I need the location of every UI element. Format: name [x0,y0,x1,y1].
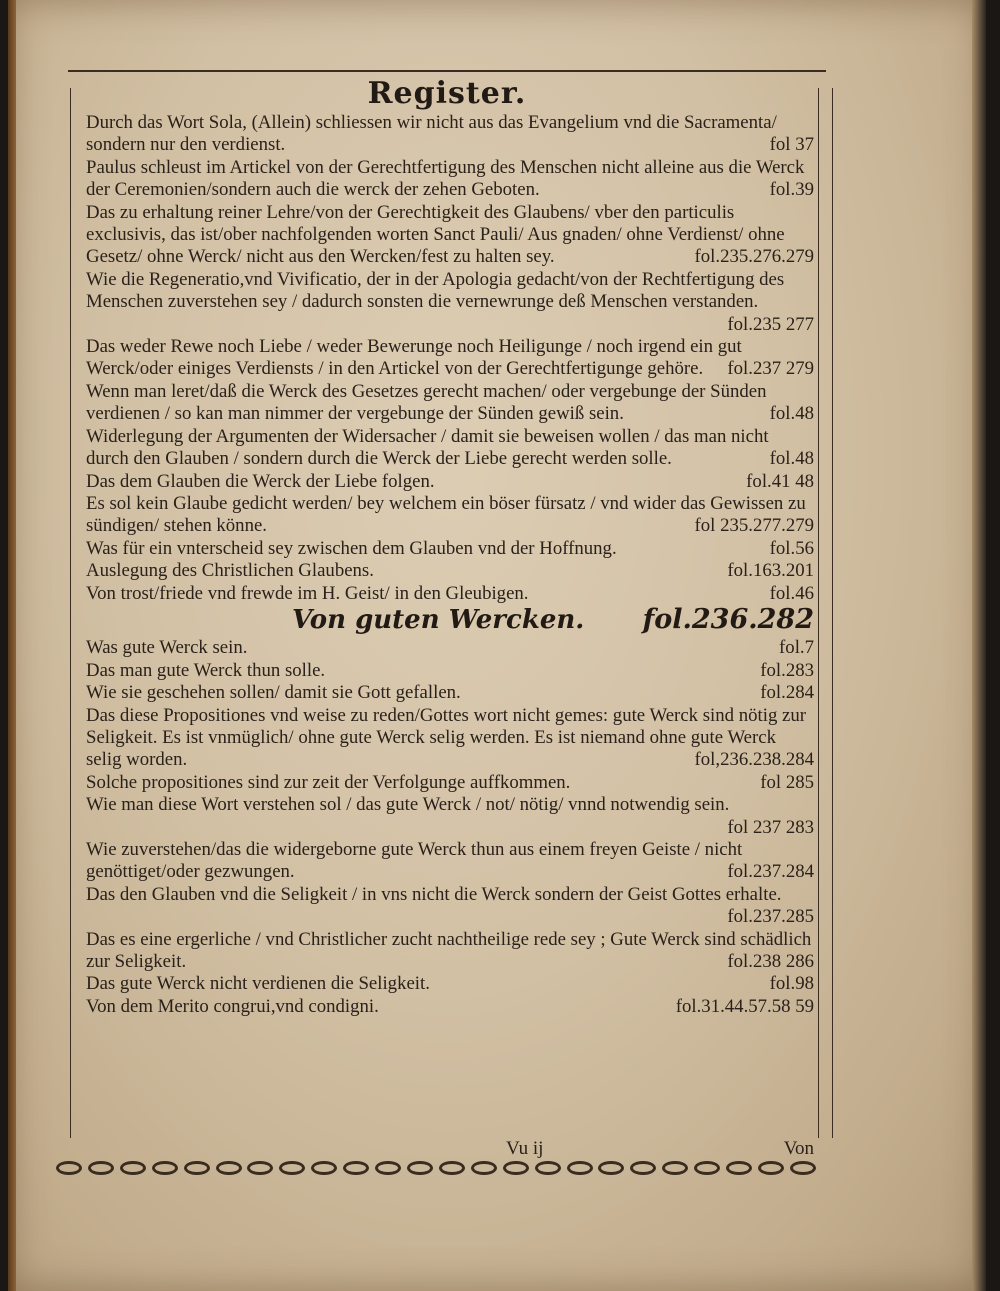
index-entry [86,336,814,381]
entry-folio-ref: fol.237.285 [727,906,814,928]
entry-text: Von trost/friede vnd frewde im H. Geist/ in den Gleubigen. [86,582,529,604]
signature-mark: Vu ij [506,1138,544,1159]
entry-folio-ref: fol.41 48 [746,470,814,492]
entry-text: Das gute Werck nicht verdienen die Seligkeit. [86,973,430,995]
entry-folio-ref: fol.31.44.57.58 59 [675,995,814,1017]
left-rule [70,88,71,1138]
index-entry [86,705,814,772]
entry-folio-ref: fol.284 [760,682,814,704]
entry-text: Das diese Propositiones vnd weise zu reden/Gottes wort nicht gemes: gute Werck sind nötig zur Seligkeit. Es ist vnmüglich/ ohne gute Werck selig werden. Es ist niemand ohne gute Werck selig worden. [86,704,807,771]
entry-folio-ref: fol.98 [769,973,814,995]
entry-list-b [86,637,814,1018]
section-heading-title: Von guten Wercken. [292,604,585,635]
entry-folio-ref: fol.237.284 [727,861,814,883]
entry-folio-ref: fol.56 [769,537,814,559]
entry-folio-ref: fol.46 [769,582,814,604]
index-entry [86,202,814,269]
book-page [8,0,986,1291]
entry-folio-ref: fol 285 [760,771,814,793]
index-entry [86,929,814,974]
entry-text: Auslegung des Christlichen Glaubens. [86,560,374,582]
entry-text: Solche propositiones sind zur zeit der Verfolgunge auffkommen. [86,771,571,793]
index-entry [86,493,814,538]
index-entry [86,471,814,493]
page-title: Register. [367,76,527,111]
index-entry [86,269,814,336]
entry-folio-ref: fol.283 [760,659,814,681]
entry-text: Das man gute Werck thun solle. [86,659,326,681]
index-entry [86,884,814,929]
index-entry [86,157,814,202]
index-entry [86,637,814,659]
index-entry [86,973,814,995]
entry-text: Von dem Merito congrui,vnd condigni. [86,995,379,1017]
index-entry [86,583,814,605]
index-entry [86,996,814,1018]
entry-folio-ref: fol.7 [779,637,814,659]
entry-text: Wenn man leret/daß die Werck des Gesetzes gerecht machen/ oder vergebunge der Sünden verdienen / so kan man nimmer der vergebunge der Sünden gewiß sein. [86,380,767,425]
catchword: Von [783,1138,814,1159]
entry-text: Das weder Rewe noch Liebe / weder Bewerunge noch Heiligunge / noch irgend ein gut Werck/oder einiges Verdiensts / in den Artickel von der Gerechtfertigunge gehöre. [86,336,742,380]
index-entry [86,839,814,884]
section-heading [86,603,814,635]
entry-text: Das es eine ergerliche / vnd Christlicher zucht nachtheilige rede sey ; Gute Werck sind schädlich zur Seligkeit. [86,928,812,973]
entry-folio-ref: fol.235 277 [727,313,814,335]
entry-text: Es sol kein Glaube gedicht werden/ bey welchem ein böser fürsatz / vnd wider das Gewissen zu sündigen/ stehen könne. [86,492,806,537]
entry-folio-ref: fol.48 [769,448,814,470]
index-entry [86,660,814,682]
entry-folio-ref: fol.39 [769,179,814,201]
entry-folio-ref: fol.238 286 [727,951,814,973]
page-edge-right [972,0,986,1291]
entry-list-a [86,112,814,605]
entry-text: Das dem Glauben die Werck der Liebe folgen. [86,470,435,492]
entry-folio-ref: fol.237 279 [727,358,814,380]
index-entry [86,794,814,839]
index-entry [86,538,814,560]
right-rule-outer [832,88,833,1138]
entry-folio-ref: fol 37 [769,134,814,156]
entry-folio-ref: fol 237 283 [727,816,814,838]
entry-text: Was für ein vnterscheid sey zwischen dem Glauben vnd der Hoffnung. [86,537,617,559]
entry-folio-ref: fol.48 [769,403,814,425]
top-rule [68,70,826,72]
entry-folio-ref: fol,236.238.284 [694,749,814,771]
index-entry [86,112,814,157]
entry-text: Wie sie geschehen sollen/ damit sie Gott gefallen. [86,682,461,704]
entry-text: Durch das Wort Sola, (Allein) schliessen wir nicht aus das Evangelium vnd die Sacramenta/ sondern nur den verdienst. [86,112,777,156]
index-entry [86,682,814,704]
index-entry [86,426,814,471]
entry-text: Das zu erhaltung reiner Lehre/von der Gerechtigkeit des Glaubens/ vber den particulis exclusivis, das ist/ober nachfolgenden worten Sanct Pauli/ Aus gnaden/ ohne Verdienst/ ohne Gesetz/ ohne Werck/ nicht aus den Wercken/fest zu halten sey. [86,201,785,268]
entry-text: Wie zuverstehen/das die widergeborne gute Werck thun aus einem freyen Geiste / nicht genöttiget/oder gezwungen. [86,839,743,883]
page-edge-left [8,0,16,1291]
entry-folio-ref: fol 235.277.279 [694,515,814,537]
entry-text: Widerlegung der Argumenten der Widersacher / damit sie beweisen wollen / das man nicht durch den Glauben / sondern durch die Werck der Liebe gerecht werden solle. [86,425,769,470]
entry-folio-ref: fol.163.201 [727,560,814,582]
ornament-border [56,1156,816,1180]
entry-folio-ref: fol.235.276.279 [694,246,814,268]
entry-text: Wie man diese Wort verstehen sol / das gute Werck / not/ nötig/ vnnd notwendig sein. [86,794,730,816]
entry-text: Paulus schleust im Artickel von der Gerechtfertigung des Menschen nicht alleine aus die Werck der Ceremonien/sondern auch die werck der zehen Geboten. [86,156,805,201]
index-entry [86,560,814,582]
entry-text: Was gute Werck sein. [86,637,248,659]
index-entry [86,381,814,426]
index-entry [86,772,814,794]
section-heading-ref: fol.236.282 [642,603,814,635]
entry-text: Wie die Regeneratio,vnd Vivificatio, der in der Apologia gedacht/von der Rechtfertigung des Menschen zuverstehen sey / dadurch sonsten die vernewrunge deß Menschen verstanden. [86,268,785,313]
entry-text: Das den Glauben vnd die Seligkeit / in vns nicht die Werck sondern der Geist Gottes erhalte. [86,883,782,905]
index-text [86,112,814,1018]
right-rule [818,88,819,1138]
